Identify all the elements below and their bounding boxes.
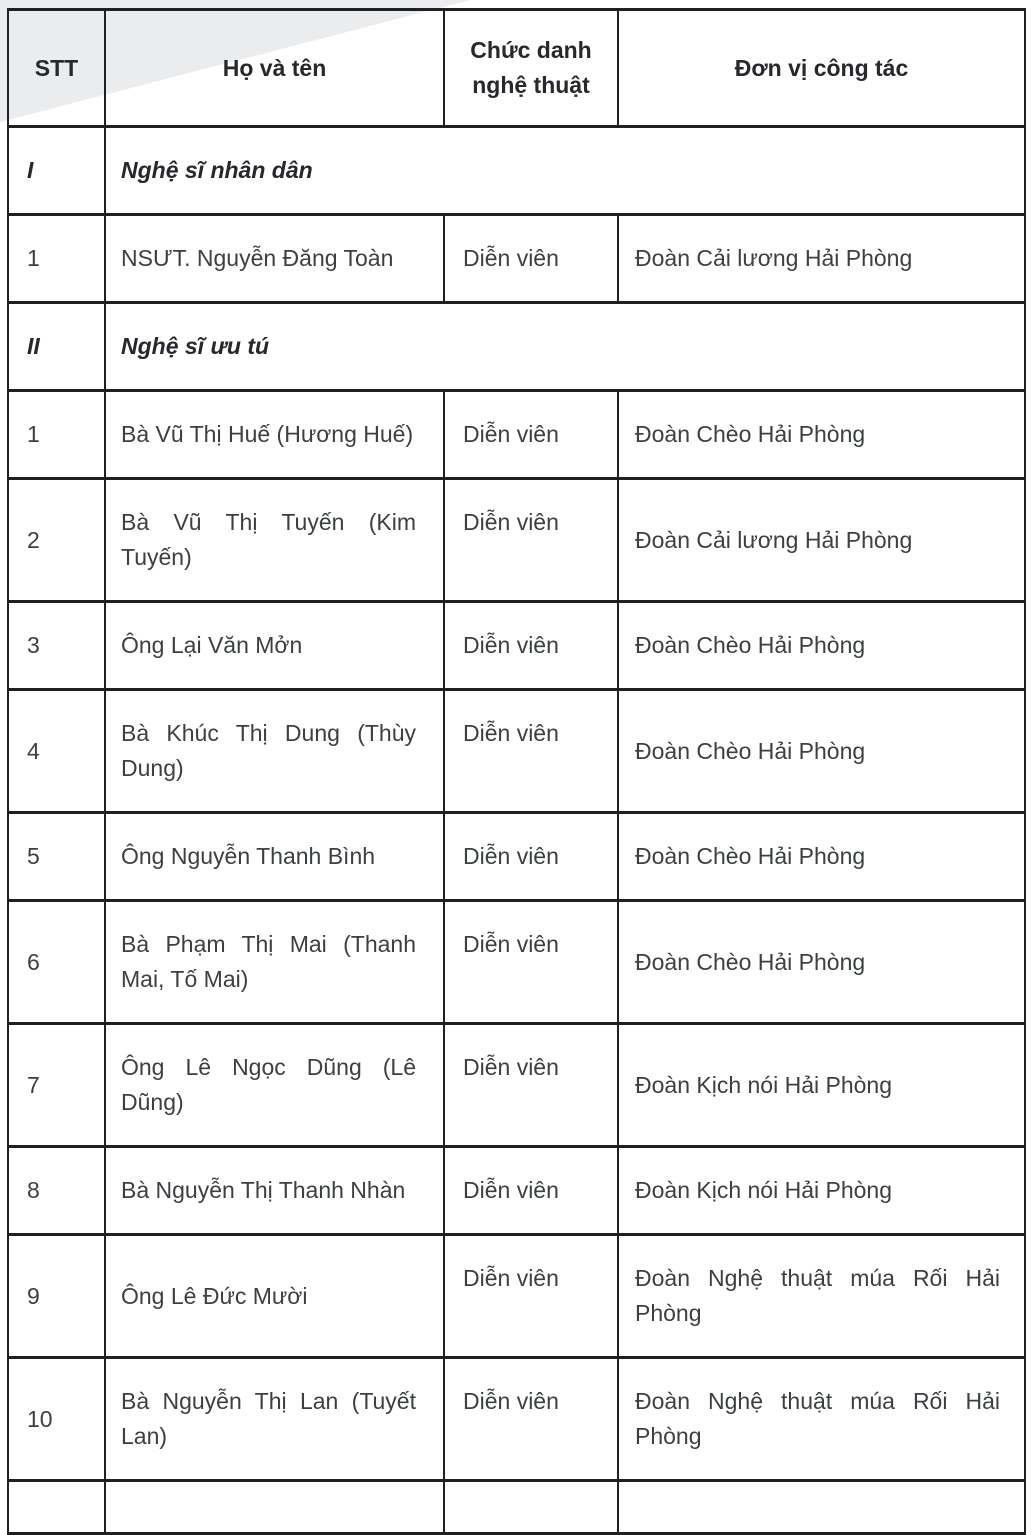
artists-table <box>7 8 1026 1535</box>
cell-unit: Đoàn Cải lương Hải Phòng <box>618 479 1025 602</box>
cell-unit: Đoàn Cải lương Hải Phòng <box>618 215 1025 303</box>
table-row <box>8 391 1025 479</box>
cell-name: Bà Vũ Thị Huế (Hương Huế) <box>105 391 444 479</box>
cell-name <box>105 1481 444 1534</box>
table-row <box>8 813 1025 901</box>
cell-stt: 3 <box>8 602 105 690</box>
table-row <box>8 1147 1025 1235</box>
table-row <box>8 602 1025 690</box>
cell-unit: Đoàn Kịch nói Hải Phòng <box>618 1024 1025 1147</box>
cell-stt: 5 <box>8 813 105 901</box>
cell-name: Ông Lê Đức Mười <box>105 1235 444 1358</box>
cell-unit: Đoàn Nghệ thuật múa Rối Hải Phòng <box>618 1358 1025 1481</box>
cell-stt: 9 <box>8 1235 105 1358</box>
table-row <box>8 215 1025 303</box>
cell-name: Bà Khúc Thị Dung (Thùy Dung) <box>105 690 444 813</box>
cell-role: Diễn viên <box>444 391 618 479</box>
cell-role: Diễn viên <box>444 215 618 303</box>
cell-unit: Đoàn Chèo Hải Phòng <box>618 690 1025 813</box>
cell-role: Diễn viên <box>444 813 618 901</box>
cell-name: Ông Lê Ngọc Dũng (Lê Dũng) <box>105 1024 444 1147</box>
table-row <box>8 479 1025 602</box>
cell-unit: Đoàn Nghệ thuật múa Rối Hải Phòng <box>618 1235 1025 1358</box>
cell-name: Bà Nguyễn Thị Thanh Nhàn <box>105 1147 444 1235</box>
cell-stt: 1 <box>8 215 105 303</box>
header-row <box>8 10 1025 127</box>
cell-role <box>444 1481 618 1534</box>
cell-name: Bà Phạm Thị Mai (Thanh Mai, Tố Mai) <box>105 901 444 1024</box>
table-row <box>8 901 1025 1024</box>
cell-section-no: II <box>8 303 105 391</box>
cell-name: Ông Lại Văn Mởn <box>105 602 444 690</box>
cell-role: Diễn viên <box>444 1235 618 1358</box>
cell-unit: Đoàn Kịch nói Hải Phòng <box>618 1147 1025 1235</box>
cell-section-title: Nghệ sĩ nhân dân <box>105 127 1025 215</box>
column-header-name: Họ và tên <box>105 10 444 127</box>
section-row <box>8 303 1025 391</box>
cell-unit: Đoàn Chèo Hải Phòng <box>618 602 1025 690</box>
cell-unit: Đoàn Chèo Hải Phòng <box>618 391 1025 479</box>
cell-role: Diễn viên <box>444 690 618 813</box>
cell-name: Bà Vũ Thị Tuyến (Kim Tuyến) <box>105 479 444 602</box>
column-header-stt: STT <box>8 10 105 127</box>
cell-section-title: Nghệ sĩ ưu tú <box>105 303 1025 391</box>
cell-stt: 4 <box>8 690 105 813</box>
cell-role: Diễn viên <box>444 1147 618 1235</box>
cell-role: Diễn viên <box>444 901 618 1024</box>
table-row <box>8 1358 1025 1481</box>
cell-name: Bà Nguyễn Thị Lan (Tuyết Lan) <box>105 1358 444 1481</box>
table-row <box>8 1235 1025 1358</box>
cell-stt: 2 <box>8 479 105 602</box>
cell-unit <box>618 1481 1025 1534</box>
section-row <box>8 127 1025 215</box>
table-body <box>8 127 1025 1534</box>
cell-stt: 7 <box>8 1024 105 1147</box>
column-header-unit: Đơn vị công tác <box>618 10 1025 127</box>
cell-unit: Đoàn Chèo Hải Phòng <box>618 901 1025 1024</box>
cell-stt: 10 <box>8 1358 105 1481</box>
cell-stt: 6 <box>8 901 105 1024</box>
cell-role: Diễn viên <box>444 1024 618 1147</box>
cell-stt <box>8 1481 105 1534</box>
cell-stt: 8 <box>8 1147 105 1235</box>
cell-name: Ông Nguyễn Thanh Bình <box>105 813 444 901</box>
cell-role: Diễn viên <box>444 1358 618 1481</box>
table-row <box>8 690 1025 813</box>
table-row <box>8 1024 1025 1147</box>
cell-role: Diễn viên <box>444 602 618 690</box>
column-header-role: Chức danh nghệ thuật <box>444 10 618 127</box>
cell-stt: 1 <box>8 391 105 479</box>
cell-section-no: I <box>8 127 105 215</box>
cell-role: Diễn viên <box>444 479 618 602</box>
table-row <box>8 1481 1025 1534</box>
cell-name: NSƯT. Nguyễn Đăng Toàn <box>105 215 444 303</box>
cell-unit: Đoàn Chèo Hải Phòng <box>618 813 1025 901</box>
table-header <box>8 10 1025 127</box>
